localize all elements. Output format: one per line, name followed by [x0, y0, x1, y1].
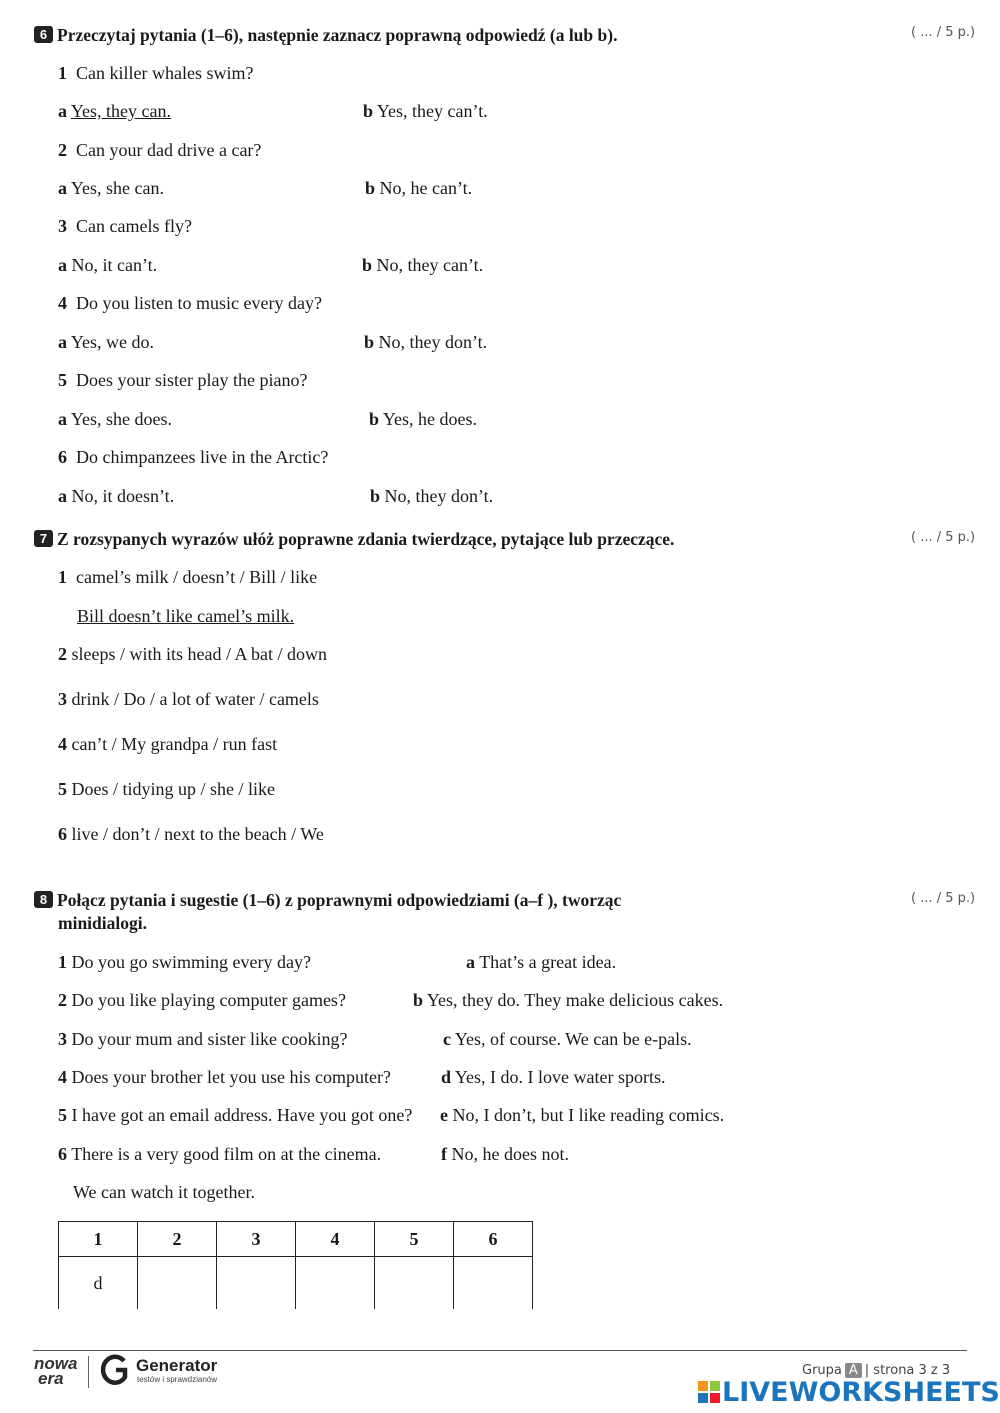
nowa-era-logo: nowa era [34, 1354, 78, 1388]
ex6-points: ( ... / 5 p.) [911, 25, 976, 40]
ex7-item-4: 4 can’t / My grandpa / run fast [58, 734, 278, 754]
ex7-points: ( ... / 5 p.) [911, 530, 976, 545]
table-cell-4[interactable] [296, 1257, 375, 1310]
ex8-answer-e: e No, I don’t, but I like reading comics. [440, 1105, 725, 1125]
table-header-5: 5 [375, 1222, 454, 1257]
ex8-question-4: 4 Does your brother let you use his computer? [58, 1067, 391, 1087]
table-header-1: 1 [59, 1222, 138, 1257]
ex8-answer-f: f No, he does not. [441, 1144, 569, 1164]
ex7-answer-field-6[interactable] [77, 846, 637, 872]
ex6-number: 6 [34, 26, 53, 43]
ex6-question-5: 5 Does your sister play the piano? [58, 370, 308, 390]
table-cell-6[interactable] [454, 1257, 533, 1310]
ex7-number: 7 [34, 530, 53, 547]
table-cell-3[interactable] [217, 1257, 296, 1310]
ex8-question-6: 6 There is a very good film on at the cinema. [58, 1144, 382, 1164]
ex8-question-1: 1 Do you go swimming every day? [58, 952, 311, 972]
ex7-item-5: 5 Does / tidying up / she / like [58, 779, 275, 799]
group-page-indicator: Grupa A | strona 3 z 3 [802, 1363, 951, 1378]
table-header-2: 2 [138, 1222, 217, 1257]
ex7-example-answer: Bill doesn’t like camel’s milk. [77, 606, 295, 626]
ex8-question-6-continuation: We can watch it together. [73, 1182, 255, 1202]
generator-logo-subtitle: testów i sprawdzianów [137, 1375, 218, 1384]
ex8-answer-d: d Yes, I do. I love water sports. [441, 1067, 666, 1087]
ex6-option-5a[interactable]: a Yes, she does. [58, 409, 173, 429]
ex6-option-4b[interactable]: b No, they don’t. [364, 332, 488, 352]
generator-logo-text: Generator [136, 1356, 218, 1375]
ex7-item-2: 2 sleeps / with its head / A bat / down [58, 644, 327, 664]
ex8-question-2: 2 Do you like playing computer games? [58, 990, 346, 1010]
ex8-answer-table [58, 1221, 533, 1309]
footer-divider [33, 1350, 967, 1351]
group-badge: A [845, 1363, 862, 1378]
ex6-question-2: 2 Can your dad drive a car? [58, 140, 262, 160]
ex6-option-3a[interactable]: a No, it can’t. [58, 255, 158, 275]
ex8-answer-c: c Yes, of course. We can be e-pals. [443, 1029, 692, 1049]
ex6-option-2a[interactable]: a Yes, she can. [58, 178, 165, 198]
ex6-header [34, 24, 617, 46]
ex6-question-3: 3 Can camels fly? [58, 216, 192, 236]
ex8-question-3: 3 Do your mum and sister like cooking? [58, 1029, 348, 1049]
liveworksheets-logo-text[interactable]: LIVEWORKSHEETS [722, 1377, 1000, 1408]
ex8-header [34, 889, 621, 911]
ex6-option-1b[interactable]: b Yes, they can’t. [363, 101, 488, 121]
table-cell-5[interactable] [375, 1257, 454, 1310]
liveworksheets-icon [698, 1381, 720, 1403]
ex6-option-6a[interactable]: a No, it doesn’t. [58, 486, 175, 506]
generator-g-icon [100, 1353, 130, 1387]
ex7-header [34, 528, 674, 550]
ex8-question-5: 5 I have got an email address. Have you got one? [58, 1105, 413, 1125]
logo-separator [88, 1356, 89, 1388]
ex7-item-3: 3 drink / Do / a lot of water / camels [58, 689, 319, 709]
ex6-option-3b[interactable]: b No, they can’t. [362, 255, 484, 275]
ex8-answer-a: a That’s a great idea. [466, 952, 617, 972]
ex6-option-4a[interactable]: a Yes, we do. [58, 332, 155, 352]
ex6-question-4: 4 Do you listen to music every day? [58, 293, 322, 313]
table-header-4: 4 [296, 1222, 375, 1257]
ex8-instruction-line1: Połącz pytania i sugestie (1–6) z poprawnymi odpowiedziami (a–f ), tworząc [57, 890, 622, 910]
ex8-number: 8 [34, 891, 53, 908]
ex7-item-6: 6 live / don’t / next to the beach / We [58, 824, 324, 844]
ex8-points: ( ... / 5 p.) [911, 891, 976, 906]
ex7-instruction: Z rozsypanych wyrazów ułóż poprawne zdania twierdzące, pytające lub przeczące. [57, 529, 675, 549]
ex8-instruction-line2: minidialogi. [58, 913, 147, 933]
ex6-option-2b[interactable]: b No, he can’t. [365, 178, 473, 198]
ex8-answer-b: b Yes, they do. They make delicious cakes. [413, 990, 724, 1010]
table-header-3: 3 [217, 1222, 296, 1257]
table-header-6: 6 [454, 1222, 533, 1257]
ex6-question-6: 6 Do chimpanzees live in the Arctic? [58, 447, 329, 467]
table-cell-1[interactable]: d [59, 1257, 138, 1310]
ex6-instruction: Przeczytaj pytania (1–6), następnie zaznacz poprawną odpowiedź (a lub b). [57, 25, 618, 45]
ex7-example-words: 1 camel’s milk / doesn’t / Bill / like [58, 567, 318, 587]
ex6-option-1a[interactable]: a Yes, they can. [58, 101, 172, 121]
ex6-option-6b[interactable]: b No, they don’t. [370, 486, 494, 506]
ex6-option-5b[interactable]: b Yes, he does. [369, 409, 478, 429]
table-cell-2[interactable] [138, 1257, 217, 1310]
ex6-question-1: 1 Can killer whales swim? [58, 63, 254, 83]
